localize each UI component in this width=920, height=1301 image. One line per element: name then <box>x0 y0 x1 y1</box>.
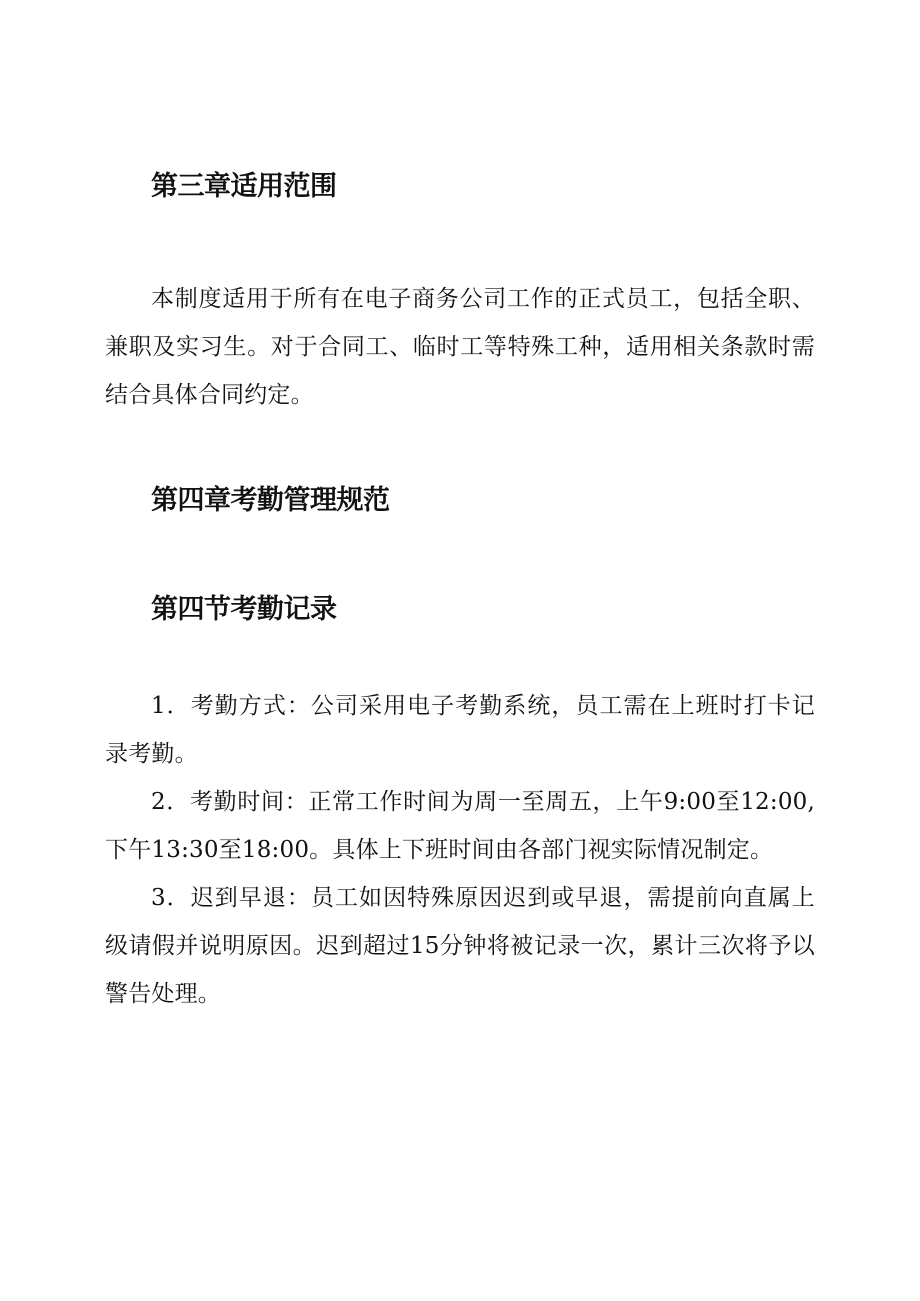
chapter-3-paragraph: 本制度适用于所有在电子商务公司工作的正式员工，包括全职、兼职及实习生。对于合同工、临时工等特殊工种，适用相关条款时需结合具体合同约定。 <box>105 286 815 408</box>
list-item-attendance-method: 1．考勤方式：公司采用电子考勤系统，员工需在上班时打卡记录考勤。 <box>105 693 815 767</box>
section-4-heading: 第四节考勤记录 <box>151 594 337 625</box>
chapter-3-heading: 第三章适用范围 <box>151 171 337 202</box>
list-item-attendance-time: 2．考勤时间：正常工作时间为周一至周五，上午9:00至12:00,下午13:30至18:00。具体上下班时间由各部门视实际情况制定。 <box>105 789 815 863</box>
list-item-late-early-leave: 3．迟到早退：员工如因特殊原因迟到或早退，需提前向直属上级请假并说明原因。迟到超过15分钟将被记录一次，累计三次将予以警告处理。 <box>105 885 815 1007</box>
chapter-4-heading: 第四章考勤管理规范 <box>151 485 390 516</box>
